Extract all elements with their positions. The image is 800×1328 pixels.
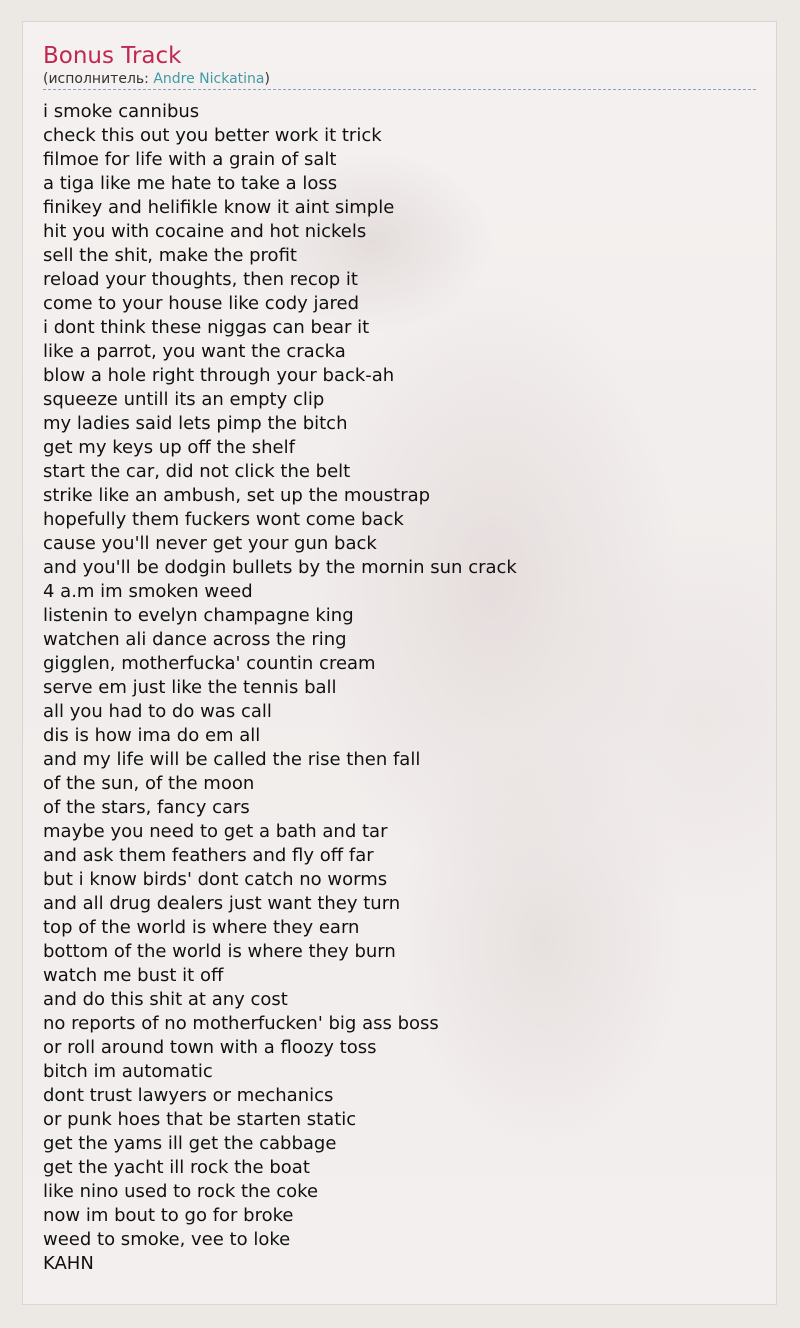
lyric-line: check this out you better work it trick	[43, 125, 382, 146]
lyric-line: but i know birds' dont catch no worms	[43, 869, 388, 890]
lyric-line: weed to smoke, vee to loke	[43, 1229, 291, 1250]
lyric-line: serve em just like the tennis ball	[43, 677, 337, 698]
lyric-line: maybe you need to get a bath and tar	[43, 821, 388, 842]
lyric-line: and my life will be called the rise then fall	[43, 749, 421, 770]
lyric-line: finikey and helifikle know it aint simple	[43, 197, 395, 218]
lyric-line: watch me bust it off	[43, 965, 224, 986]
lyric-line: get the yacht ill rock the boat	[43, 1157, 310, 1178]
lyric-line: reload your thoughts, then recop it	[43, 269, 358, 290]
artist-prefix: (исполнитель:	[43, 71, 154, 87]
lyric-line: my ladies said lets pimp the bitch	[43, 413, 348, 434]
lyric-line: hopefully them fuckers wont come back	[43, 509, 404, 530]
lyric-line: squeeze untill its an empty clip	[43, 389, 325, 410]
lyric-line: dis is how ima do em all	[43, 725, 261, 746]
lyric-line: of the stars, fancy cars	[43, 797, 250, 818]
lyric-line: strike like an ambush, set up the moustrap	[43, 485, 431, 506]
lyric-line: blow a hole right through your back-ah	[43, 365, 395, 386]
lyric-line: listenin to evelyn champagne king	[43, 605, 354, 626]
lyric-line: and do this shit at any cost	[43, 989, 288, 1010]
lyric-line: come to your house like cody jared	[43, 293, 360, 314]
lyrics-text	[43, 100, 517, 1276]
lyric-line: like nino used to rock the coke	[43, 1181, 319, 1202]
lyric-line: bottom of the world is where they burn	[43, 941, 396, 962]
lyric-line: of the sun, of the moon	[43, 773, 255, 794]
artist-link[interactable]: Andre Nickatina	[153, 71, 265, 87]
lyric-line: KAHN	[43, 1253, 94, 1274]
lyric-line: get my keys up off the shelf	[43, 437, 295, 458]
lyric-line: hit you with cocaine and hot nickels	[43, 221, 367, 242]
lyric-line: 4 a.m im smoken weed	[43, 581, 253, 602]
lyric-line: dont trust lawyers or mechanics	[43, 1085, 334, 1106]
song-title: Bonus Track	[43, 43, 182, 69]
lyrics-card	[22, 21, 777, 1305]
artist-line	[43, 70, 270, 88]
lyric-line: or punk hoes that be starten static	[43, 1109, 357, 1130]
lyric-line: and you'll be dodgin bullets by the mornin sun crack	[43, 557, 517, 578]
lyric-line: or roll around town with a floozy toss	[43, 1037, 377, 1058]
lyric-line: i smoke cannibus	[43, 101, 200, 122]
lyric-line: bitch im automatic	[43, 1061, 213, 1082]
header-divider	[43, 89, 756, 90]
lyric-line: get the yams ill get the cabbage	[43, 1133, 337, 1154]
lyric-line: gigglen, motherfucka' countin cream	[43, 653, 376, 674]
lyric-line: cause you'll never get your gun back	[43, 533, 377, 554]
lyric-line: watchen ali dance across the ring	[43, 629, 347, 650]
lyric-line: and ask them feathers and fly off far	[43, 845, 374, 866]
lyric-line: now im bout to go for broke	[43, 1205, 294, 1226]
lyric-line: sell the shit, make the profit	[43, 245, 297, 266]
lyric-line: all you had to do was call	[43, 701, 272, 722]
lyric-line: a tiga like me hate to take a loss	[43, 173, 338, 194]
lyric-line: i dont think these niggas can bear it	[43, 317, 370, 338]
lyric-line: like a parrot, you want the cracka	[43, 341, 346, 362]
lyric-line: top of the world is where they earn	[43, 917, 360, 938]
artist-suffix: )	[264, 71, 270, 87]
lyric-line: and all drug dealers just want they turn	[43, 893, 401, 914]
lyric-line: filmoe for life with a grain of salt	[43, 149, 337, 170]
lyric-line: start the car, did not click the belt	[43, 461, 351, 482]
lyric-line: no reports of no motherfucken' big ass boss	[43, 1013, 439, 1034]
